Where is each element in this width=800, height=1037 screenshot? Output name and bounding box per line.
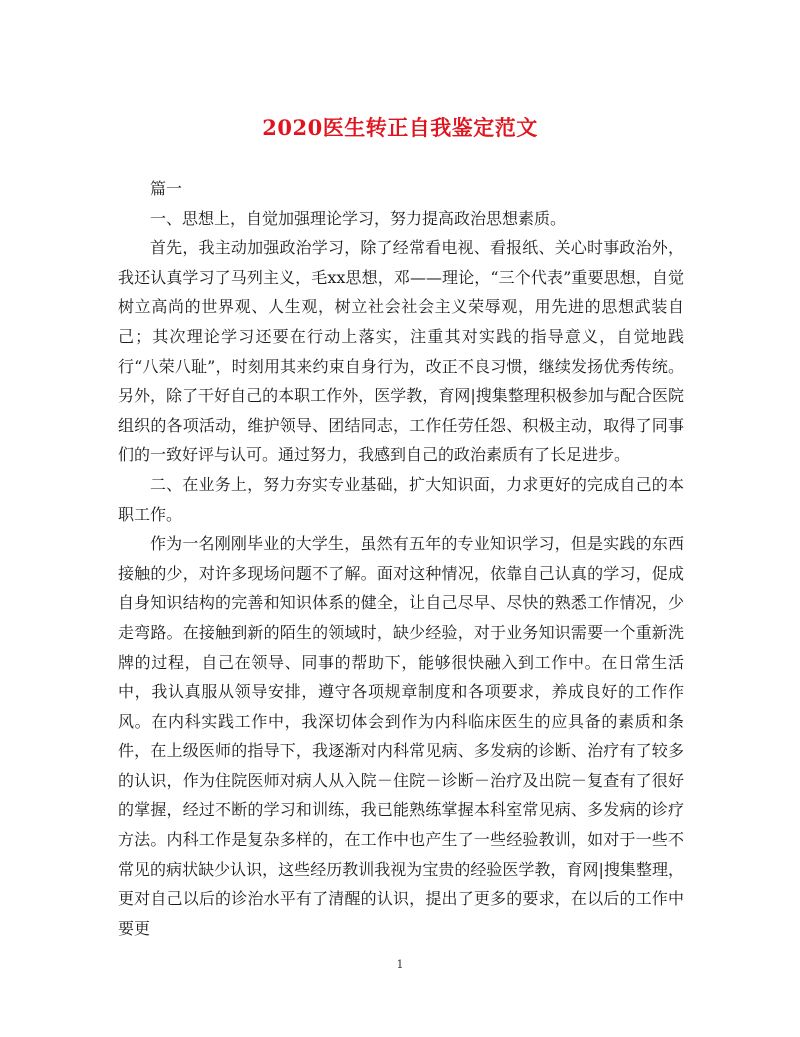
paragraph: 一、思想上，自觉加强理论学习，努力提高政治思想素质。: [150, 208, 567, 228]
paragraph: 首先，我主动加强政治学习，除了经常看电视、看报纸、关心时事政治外，我还认真学习了马列主义，毛xx思想，邓——理论，“三个代表”重要思想，自觉树立高尚的世界观、人生观，树立社会社会主义荣辱观，用先进的思想武装自己；其次理论学习还要在行动上落实，注重其对实践的指导意义，自觉地践行“八荣八耻”，时刻用其来约束自身行为，改正不良习惯，继续发扬优秀传统。另外，除了干好自己的本职工作外，医学教，育网|搜集整理积极参加与配合医院组织的各项活动，维护领导、团结同志，工作任劳任怨、积极主动，取得了同事们的一致好评与认可。通过努力，我感到自己的政治素质有了长足进步。: [118, 238, 684, 465]
page-title: 2020医生转正自我鉴定范文: [262, 115, 538, 140]
paragraph: 作为一名刚刚毕业的大学生，虽然有五年的专业知识学习，但是实践的东西接触的少，对许多现场问题不了解。面对这种情况，依靠自己认真的学习，促成自身知识结构的完善和知识体系的健全，让自己尽早、尽快的熟悉工作情况，少走弯路。在接触到新的陌生的领域时，缺少经验，对于业务知识需要一个重新洗牌的过程，自己在领导、同事的帮助下，能够很快融入到工作中。在日常生活中，我认真服从领导安排，遵守各项规章制度和各项要求，养成良好的工作作风。在内科实践工作中，我深切体会到作为内科临床医生的应具备的素质和条件，在上级医师的指导下，我逐渐对内科常见病、多发病的诊断、治疗有了较多的认识，作为住院医师对病人从入院－住院－诊断－治疗及出院－复查有了很好的掌握，经过不断的学习和训练，我已能熟练掌握本科室常见病、多发病的诊疗方法。内科工作是复杂多样的，在工作中也产生了一些经验教训，如对于一些不常见的病状缺少认识，这些经历教训我视为宝贵的经验医学教，育网|搜集整理，更对自己以后的诊治水平有了清醒的认识，提出了更多的要求，在以后的工作中要更: [118, 534, 684, 938]
paragraph: 二、在业务上，努力夯实专业基础，扩大知识面，力求更好的完成自己的本职工作。: [118, 474, 684, 524]
document-body: [118, 174, 684, 943]
section-heading: 篇一: [150, 179, 183, 198]
page-number: 1: [396, 958, 404, 971]
